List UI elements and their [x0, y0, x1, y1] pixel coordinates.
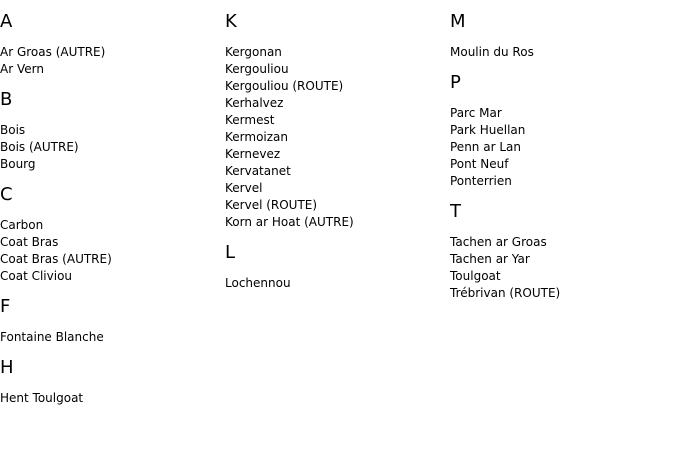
index-column-1: [0, 0, 225, 420]
letter-group-f: [0, 298, 225, 346]
place-link[interactable]: Trébrivan (ROUTE): [450, 286, 561, 300]
place-link[interactable]: Kergouliou (ROUTE): [225, 79, 344, 93]
letter-heading-k: K: [225, 11, 237, 32]
letter-group-b: [0, 91, 225, 173]
place-link[interactable]: Parc Mar: [450, 106, 502, 120]
place-link[interactable]: Hent Toulgoat: [0, 391, 84, 405]
place-link[interactable]: Korn ar Hoat (AUTRE): [225, 215, 354, 229]
letter-group-a: [0, 13, 225, 78]
index-column-3: [450, 0, 675, 315]
place-link[interactable]: Tachen ar Yar: [450, 252, 530, 266]
place-link[interactable]: Coat Bras: [0, 235, 59, 249]
place-link[interactable]: Bois: [0, 123, 26, 137]
place-link[interactable]: Ponterrien: [450, 174, 512, 188]
place-link[interactable]: Kermoizan: [225, 130, 288, 144]
place-list-h: [0, 390, 225, 407]
letter-group-t: [450, 203, 675, 302]
letter-heading-f: F: [0, 296, 11, 317]
index-column-2: [225, 0, 450, 305]
place-link[interactable]: Ar Vern: [0, 62, 44, 76]
place-link[interactable]: Coat Cliviou: [0, 269, 73, 283]
letter-group-k: [225, 13, 450, 231]
place-list-c: [0, 217, 225, 285]
place-link[interactable]: Lochennou: [225, 276, 291, 290]
place-list-t: [450, 234, 675, 302]
letter-group-l: [225, 244, 450, 292]
letter-heading-h: H: [0, 357, 14, 378]
place-link[interactable]: Kergouliou: [225, 62, 289, 76]
place-link[interactable]: Kernevez: [225, 147, 281, 161]
place-list-b: [0, 122, 225, 173]
letter-heading-c: C: [0, 184, 13, 205]
place-link[interactable]: Toulgoat: [450, 269, 501, 283]
place-link[interactable]: Ar Groas (AUTRE): [0, 45, 106, 59]
place-link[interactable]: Bourg: [0, 157, 36, 171]
place-list-l: [225, 275, 450, 292]
letter-group-m: [450, 13, 675, 61]
place-link[interactable]: Kervatanet: [225, 164, 291, 178]
place-link[interactable]: Kergonan: [225, 45, 282, 59]
place-list-p: [450, 105, 675, 190]
place-link[interactable]: Kerhalvez: [225, 96, 284, 110]
letter-group-h: [0, 359, 225, 407]
letter-heading-t: T: [450, 201, 461, 222]
letter-heading-a: A: [0, 11, 13, 32]
place-link[interactable]: Bois (AUTRE): [0, 140, 79, 154]
place-link[interactable]: Kervel: [225, 181, 263, 195]
place-link[interactable]: Pont Neuf: [450, 157, 509, 171]
letter-heading-l: L: [225, 242, 236, 263]
letter-heading-m: M: [450, 11, 466, 32]
letter-heading-b: B: [0, 89, 13, 110]
place-link[interactable]: Moulin du Ros: [450, 45, 534, 59]
place-link[interactable]: Coat Bras (AUTRE): [0, 252, 112, 266]
place-link[interactable]: Kervel (ROUTE): [225, 198, 318, 212]
letter-group-c: [0, 186, 225, 285]
place-link[interactable]: Tachen ar Groas: [450, 235, 547, 249]
place-list-f: [0, 329, 225, 346]
place-list-m: [450, 44, 675, 61]
place-link[interactable]: Park Huellan: [450, 123, 526, 137]
place-link[interactable]: Penn ar Lan: [450, 140, 521, 154]
place-link[interactable]: Carbon: [0, 218, 44, 232]
place-link[interactable]: Fontaine Blanche: [0, 330, 104, 344]
place-list-a: [0, 44, 225, 78]
letter-heading-p: P: [450, 72, 461, 93]
letter-group-p: [450, 74, 675, 190]
place-link[interactable]: Kermest: [225, 113, 275, 127]
place-list-k: [225, 44, 450, 231]
